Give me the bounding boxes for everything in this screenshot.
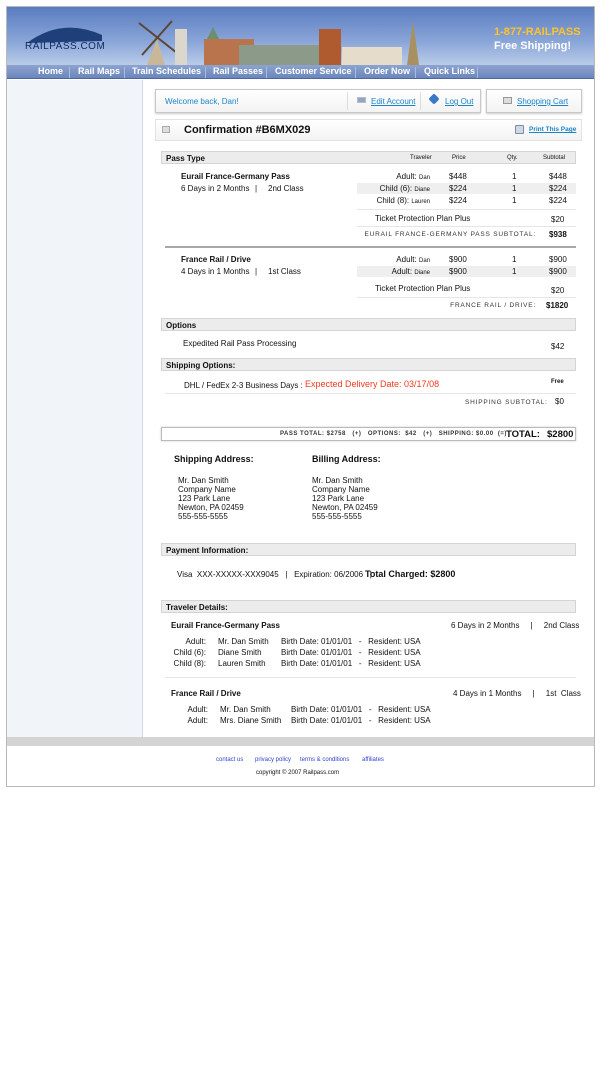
- traveler-group-name: France Rail / Drive: [171, 689, 241, 698]
- traveler-group-info: 4 Days in 1 Months | 1st Class: [453, 689, 581, 698]
- element: [355, 67, 356, 78]
- element: [360, 184, 430, 193]
- text: 1: [512, 172, 517, 181]
- element: [175, 29, 187, 65]
- options-header: [161, 318, 576, 331]
- pass-subtotal: $938: [549, 230, 567, 239]
- welcome-text: Welcome back, Dan!: [165, 97, 239, 106]
- element: [207, 27, 219, 39]
- text: $448: [449, 172, 467, 181]
- text: 1: [512, 267, 517, 276]
- nav-rail-passes[interactable]: Rail Passes: [213, 66, 264, 76]
- text: Mr. Dan Smith: [178, 476, 229, 485]
- text: Child (6):: [379, 184, 413, 193]
- text: 123 Park Lane: [178, 494, 231, 503]
- text: $224: [549, 184, 567, 193]
- confirmation-title: Confirmation #B6MX029: [184, 124, 311, 136]
- text: 1: [512, 255, 517, 264]
- nav-customer-service[interactable]: Customer Service: [275, 66, 352, 76]
- element: [69, 67, 70, 78]
- pass-name: Eurail France-Germany Pass: [181, 172, 290, 181]
- text: Lauren: [411, 199, 430, 205]
- text: Adult:: [187, 705, 208, 714]
- element: [360, 255, 430, 264]
- shipping-address-title: Shipping Address:: [174, 454, 254, 464]
- element: [357, 209, 576, 210]
- element: [360, 172, 430, 181]
- text: $900: [549, 267, 567, 276]
- text: Diane: [414, 270, 430, 276]
- element: [415, 67, 416, 78]
- text: Newton, PA 02459: [312, 503, 378, 512]
- element: [477, 67, 478, 78]
- expected-delivery-date: Expected Delivery Date: 03/17/08: [305, 379, 440, 389]
- text: Birth Date: 01/01/01 - Resident: USA: [291, 705, 431, 714]
- text: Traveler Details:: [166, 603, 228, 612]
- element: [420, 92, 421, 110]
- text: Birth Date: 01/01/01 - Resident: USA: [281, 648, 421, 657]
- account-card-icon: [357, 97, 366, 103]
- traveler-group-info: 6 Days in 2 Months | 2nd Class: [451, 621, 580, 630]
- nav-home[interactable]: Home: [38, 66, 64, 76]
- text: Company Name: [312, 485, 370, 494]
- element: [205, 67, 206, 78]
- text: $224: [449, 196, 467, 205]
- text: $900: [549, 255, 567, 264]
- free-shipping-promo: Free Shipping!: [494, 40, 571, 52]
- text: Mr. Dan Smith: [220, 705, 271, 714]
- text: Child (8):: [173, 659, 206, 668]
- text: 123 Park Lane: [312, 494, 365, 503]
- pass-duration: 4 Days in 1 Months: [181, 267, 250, 276]
- logo-text[interactable]: RAILPASS.COM: [25, 41, 106, 52]
- text: Options: [166, 321, 197, 330]
- left-sidebar: [7, 80, 143, 737]
- divider: [165, 246, 576, 248]
- element: [357, 226, 576, 227]
- billing-address: [312, 476, 378, 521]
- copyright: copyright © 2007 Railpass.com: [256, 770, 340, 776]
- element: [165, 393, 576, 394]
- option-price: $42: [551, 342, 565, 351]
- cart-icon: [162, 126, 170, 133]
- text: Pass Type: [166, 154, 205, 163]
- element: [124, 67, 125, 78]
- text: Lauren Smith: [218, 659, 266, 668]
- element: [360, 267, 430, 276]
- text: Adult:: [187, 716, 208, 725]
- element: [360, 196, 430, 205]
- element: [357, 297, 576, 298]
- billing-address-title: Billing Address:: [312, 454, 381, 464]
- element: [147, 39, 165, 65]
- pass-subtotal: $1820: [546, 301, 569, 310]
- text: 555-555-5555: [312, 512, 362, 521]
- text: 555-555-5555: [178, 512, 228, 521]
- separator: |: [255, 267, 258, 276]
- logout-link[interactable]: Log Out: [445, 97, 474, 106]
- element: [407, 21, 419, 65]
- text: Adult:: [396, 172, 417, 181]
- element: [319, 29, 341, 65]
- nav-rail-maps[interactable]: Rail Maps: [78, 66, 121, 76]
- text: $224: [549, 196, 567, 205]
- footer-bar: [7, 737, 594, 746]
- element: [266, 67, 267, 78]
- nav-train-schedules[interactable]: Train Schedules: [132, 66, 202, 76]
- element: [347, 92, 348, 110]
- traveler-details-header: [161, 600, 576, 613]
- pass-duration: 6 Days in 2 Months: [181, 184, 250, 193]
- traveler-group-name: Eurail France-Germany Pass: [171, 621, 280, 630]
- text: Child (6):: [173, 648, 206, 657]
- col-traveler: Traveler: [410, 155, 432, 161]
- text: Child (8):: [376, 196, 410, 205]
- text: Payment Information:: [166, 546, 249, 555]
- shipping-subtotal: $0: [555, 397, 564, 406]
- text: Company Name: [178, 485, 236, 494]
- nav-quick-links[interactable]: Quick Links: [424, 66, 476, 76]
- text: 1: [512, 196, 517, 205]
- shopping-cart-link[interactable]: Shopping Cart: [517, 97, 569, 106]
- text: Dan: [418, 175, 430, 181]
- pass-class: 2nd Class: [268, 184, 304, 193]
- edit-account-link[interactable]: Edit Account: [371, 97, 416, 106]
- text: Shipping Options:: [166, 361, 236, 370]
- footer-link-privacy[interactable]: privacy policy: [255, 757, 292, 763]
- separator: |: [255, 184, 258, 193]
- element: [165, 677, 576, 678]
- protection-price: $20: [551, 215, 565, 224]
- shipping-price: Free: [551, 379, 564, 385]
- phone-number: 1-877-RAILPASS: [494, 26, 581, 38]
- text: $900: [449, 255, 467, 264]
- pass-name: France Rail / Drive: [181, 255, 251, 264]
- card-info: Visa XXX-XXXXX-XXX9045 | Expiration: 06/2006 |: [177, 570, 372, 579]
- text: Adult:: [391, 267, 413, 276]
- element: [239, 45, 319, 65]
- nav-order-now[interactable]: Order Now: [364, 66, 411, 76]
- protection-price: $20: [551, 286, 565, 295]
- footer-link-contact[interactable]: contact us: [216, 757, 244, 763]
- element: [342, 47, 402, 65]
- text: $224: [449, 184, 467, 193]
- pass-subtotal-label: EURAIL FRANCE-GERMANY PASS SUBTOTAL:: [364, 231, 536, 238]
- total-value: $2800: [547, 429, 574, 440]
- footer-link-terms[interactable]: terms & conditions: [300, 757, 350, 763]
- footer-link-affiliates[interactable]: affiliates: [362, 757, 384, 763]
- text: $900: [449, 267, 467, 276]
- protection-plan: Ticket Protection Plan Plus: [375, 284, 471, 293]
- shipping-address: [178, 476, 244, 521]
- pass-class: 1st Class: [268, 267, 301, 276]
- shipping-subtotal-label: SHIPPING SUBTOTAL:: [465, 399, 548, 406]
- header-banner: [7, 7, 594, 65]
- text: Birth Date: 01/01/01 - Resident: USA: [291, 716, 431, 725]
- print-page-link[interactable]: Print This Page: [529, 126, 577, 133]
- text: Newton, PA 02459: [178, 503, 244, 512]
- col-price: Price: [452, 155, 466, 161]
- printer-icon: [515, 125, 524, 134]
- payment-header: [161, 543, 576, 556]
- text: Diane: [414, 187, 430, 193]
- col-subtotal: Subtotal: [543, 155, 566, 161]
- option-item: Expedited Rail Pass Processing: [183, 339, 297, 348]
- col-qty: Qty.: [507, 155, 518, 161]
- text: 1: [512, 184, 517, 193]
- text: Mr. Dan Smith: [218, 637, 269, 646]
- pass-subtotal-label: FRANCE RAIL / DRIVE:: [450, 302, 536, 309]
- total-charged: Total Charged: $2800: [365, 569, 456, 579]
- text: Birth Date: 01/01/01 - Resident: USA: [281, 659, 421, 668]
- text: Adult:: [185, 637, 206, 646]
- text: Dan: [418, 258, 430, 264]
- text: Mr. Dan Smith: [312, 476, 363, 485]
- totals-summary: PASS TOTAL: $2758 (+) OPTIONS: $42 (+) SHIPPING: $0.00 (=): [280, 431, 507, 437]
- text: Birth Date: 01/01/01 - Resident: USA: [281, 637, 421, 646]
- text: $448: [549, 172, 567, 181]
- text: Adult:: [396, 255, 417, 264]
- protection-plan: Ticket Protection Plan Plus: [375, 214, 471, 223]
- shipping-method: DHL / FedEx 2-3 Business Days :: [184, 381, 303, 390]
- text: Mrs. Diane Smith: [220, 716, 282, 725]
- text: Diane Smith: [218, 648, 262, 657]
- shipping-options-header: [161, 358, 576, 371]
- total-label: TOTAL:: [506, 429, 540, 440]
- cart-icon: [503, 97, 512, 104]
